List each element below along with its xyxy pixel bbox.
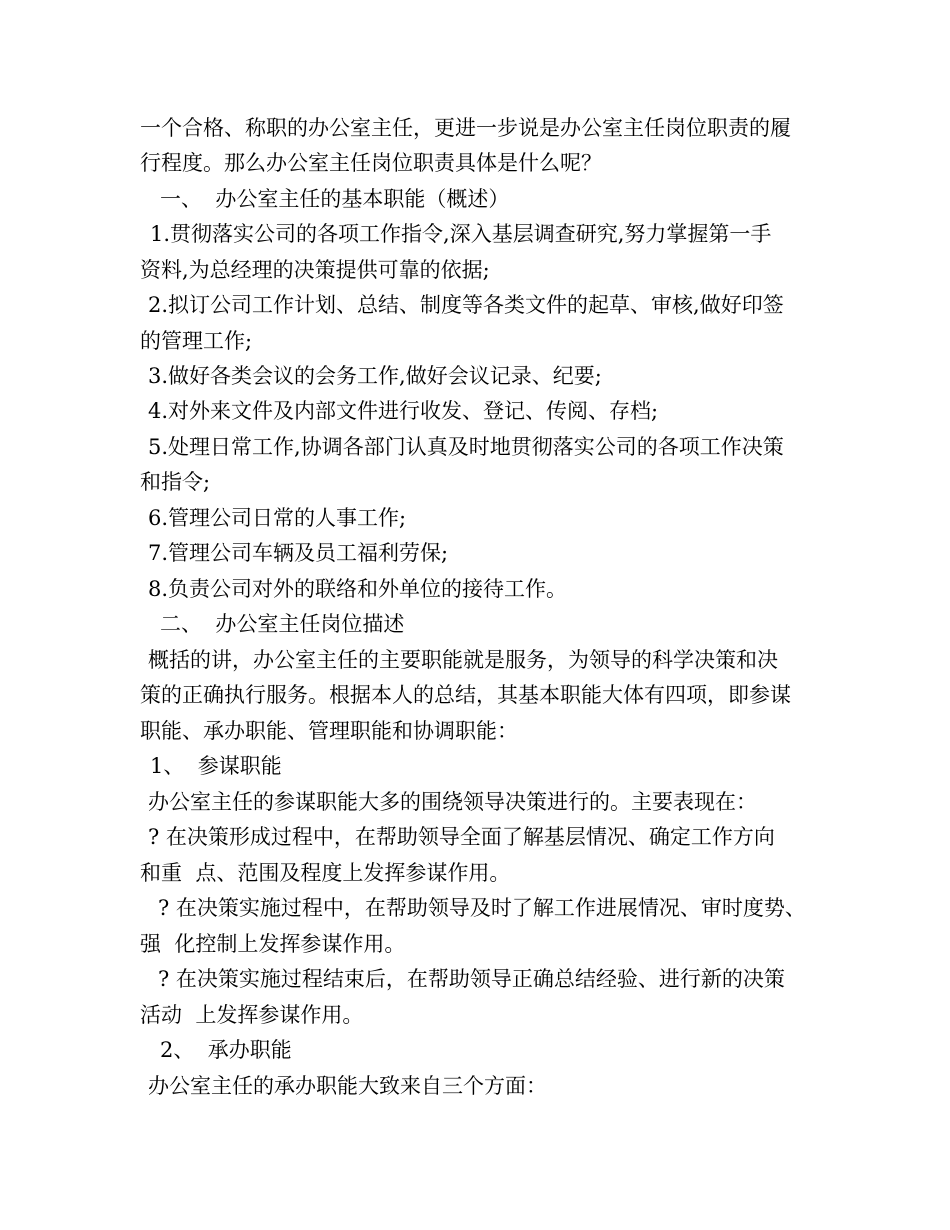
list-item: 3.做好各类会议的会务工作,做好会议记录、纪要; (148, 364, 602, 388)
text-line: 和指令; (140, 470, 211, 494)
text-line: 和重 点、范围及程度上发挥参谋作用。 (140, 861, 511, 885)
text-line: 行程度。那么办公室主任岗位职责具体是什么呢？ (140, 151, 602, 175)
text-line: 强 化控制上发挥参谋作用。 (140, 932, 406, 956)
text-line: 概括的讲，办公室主任的主要职能就是服务，为领导的科学决策和决 (148, 648, 778, 672)
list-item: 8.负责公司对外的联络和外单位的接待工作。 (148, 577, 568, 601)
section-heading: 一、 办公室主任的基本职能（概述） (160, 187, 510, 211)
list-item: 4.对外来文件及内部文件进行收发、登记、传阅、存档; (148, 399, 659, 423)
subsection-heading: 2、 承办职能 (160, 1038, 292, 1062)
text-line: 办公室主任的参谋职能大多的围绕领导决策进行的。主要表现在： (148, 790, 757, 814)
text-line: 资料,为总经理的决策提供可靠的依据; (140, 258, 490, 282)
text-line: 办公室主任的承办职能大致来自三个方面： (148, 1074, 547, 1098)
text-line: 职能、承办职能、管理职能和协调职能： (140, 719, 518, 743)
bullet-item: ? 在决策实施过程结束后，在帮助领导正确总结经验、进行新的决策 (158, 967, 785, 991)
section-heading: 二、 办公室主任岗位描述 (160, 612, 405, 636)
bullet-item: ? 在决策形成过程中，在帮助领导全面了解基层情况、确定工作方向 (148, 825, 775, 849)
list-item: 5.处理日常工作,协调各部门认真及时地贯彻落实公司的各项工作决策 (148, 435, 784, 459)
list-item: 1.贯彻落实公司的各项工作指令,深入基层调查研究,努力掌握第一手 (150, 222, 772, 246)
text-line: 的管理工作; (140, 329, 253, 353)
list-item: 7.管理公司车辆及员工福利劳保; (148, 541, 449, 565)
text-line: 活动 上发挥参谋作用。 (140, 1003, 364, 1027)
list-item: 6.管理公司日常的人事工作; (148, 506, 407, 530)
text-line: 一个合格、称职的办公室主任，更进一步说是办公室主任岗位职责的履 (140, 116, 791, 140)
subsection-heading: 1、 参谋职能 (150, 754, 282, 778)
text-line: 策的正确执行服务。根据本人的总结，其基本职能大体有四项，即参谋 (140, 683, 791, 707)
bullet-item: ? 在决策实施过程中，在帮助领导及时了解工作进展情况、审时度势、 (158, 896, 806, 920)
list-item: 2.拟订公司工作计划、总结、制度等各类文件的起草、审核,做好印签 (148, 293, 784, 317)
